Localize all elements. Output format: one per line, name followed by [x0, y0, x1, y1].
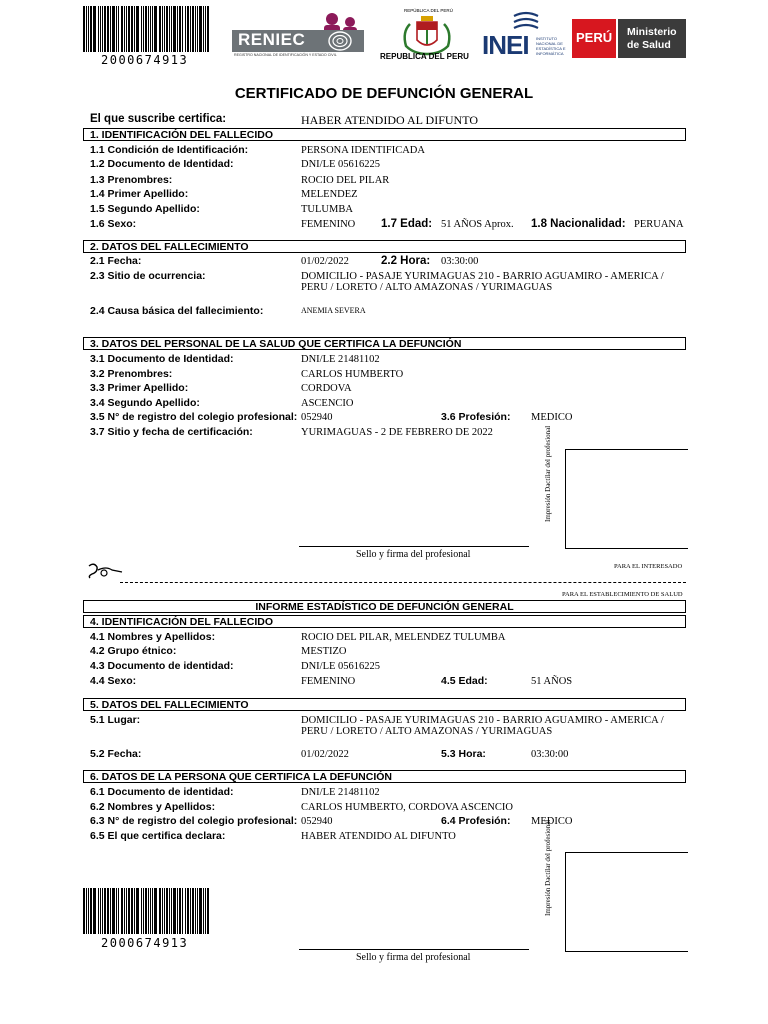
- signature-line-1: [299, 546, 529, 547]
- f23-label: 2.3 Sitio de ocurrencia:: [90, 270, 206, 282]
- barcode-bar: [164, 888, 165, 934]
- barcode-bar: [185, 6, 186, 52]
- f14-label: 1.4 Primer Apellido:: [90, 188, 189, 200]
- barcode-bar: [143, 888, 144, 934]
- f36-label: 3.6 Profesión:: [441, 411, 511, 423]
- f43-value: DNI/LE 05616225: [301, 661, 381, 672]
- barcode-bar: [128, 888, 130, 934]
- f22-label: 2.2 Hora:: [381, 255, 431, 267]
- barcode-bar: [169, 6, 170, 52]
- barcode-bar: [83, 888, 85, 934]
- minsa-text: Ministerio de Salud: [627, 26, 677, 51]
- barcode-bar: [118, 888, 119, 934]
- barcode-bar: [104, 888, 106, 934]
- barcode-bar: [126, 6, 127, 52]
- f34-label: 3.4 Segundo Apellido:: [90, 397, 200, 409]
- barcode-bottom-number: 2000674913: [101, 936, 189, 950]
- barcode-bar: [86, 6, 87, 52]
- barcode-bar: [203, 6, 204, 52]
- signature-caption-1: Sello y firma del profesional: [356, 549, 471, 560]
- barcode-bar: [152, 6, 153, 52]
- huella-label-2: Impresión Dactilar del profesional: [544, 819, 552, 916]
- section-5-header: 5. DATOS DEL FALLECIMIENTO: [83, 698, 686, 711]
- barcode-bar: [107, 888, 109, 934]
- barcode-bar: [121, 6, 123, 52]
- barcode-bar: [141, 888, 142, 934]
- f33-value: CORDOVA: [301, 383, 352, 394]
- barcode-bar: [187, 6, 189, 52]
- barcode-bar: [150, 888, 151, 934]
- barcode-bar: [134, 888, 135, 934]
- barcode-bar: [112, 888, 115, 934]
- barcode-bar: [154, 6, 157, 52]
- f13-value: ROCIO DEL PILAR: [301, 175, 390, 186]
- f12-label: 1.2 Documento de Identidad:: [90, 158, 234, 170]
- reniec-text: RENIEC: [238, 30, 306, 49]
- barcode-bar: [90, 6, 92, 52]
- f33-label: 3.3 Primer Apellido:: [90, 382, 189, 394]
- f32-value: CARLOS HUMBERTO: [301, 369, 404, 380]
- escudo-peru: [380, 8, 475, 63]
- f61-label: 6.1 Documento de identidad:: [90, 786, 234, 798]
- f31-label: 3.1 Documento de Identidad:: [90, 353, 234, 365]
- fingerprint-box-2: [565, 852, 688, 952]
- f11-label: 1.1 Condición de Identificación:: [90, 144, 249, 156]
- reniec-subtitle: REGISTRO NACIONAL DE IDENTIFICACIÓN Y ESTADO CIVIL: [234, 53, 337, 57]
- f14-value: MELENDEZ: [301, 189, 358, 200]
- barcode-bar: [83, 6, 85, 52]
- peru-logo: [572, 19, 616, 58]
- f16-label: 1.6 Sexo:: [90, 218, 137, 230]
- scissors-icon: [86, 562, 124, 580]
- barcode-bar: [190, 6, 191, 52]
- barcode-bar: [134, 6, 135, 52]
- f37-value: YURIMAGUAS - 2 DE FEBRERO DE 2022: [301, 427, 493, 438]
- f63-value: 052940: [301, 816, 333, 827]
- f18-value: PERUANA: [634, 219, 684, 230]
- barcode-bar: [179, 6, 181, 52]
- f15-label: 1.5 Segundo Apellido:: [90, 203, 200, 215]
- f42-value: MESTIZO: [301, 646, 347, 657]
- barcode-bar: [173, 6, 176, 52]
- republica-text: REPUBLICA DEL PERU: [380, 52, 469, 61]
- f64-label: 6.4 Profesión:: [441, 815, 511, 827]
- section-6-header: 6. DATOS DE LA PERSONA QUE CERTIFICA LA DEFUNCIÓN: [83, 770, 686, 783]
- barcode-bar: [126, 888, 127, 934]
- f21-label: 2.1 Fecha:: [90, 255, 142, 267]
- barcode-bar: [169, 888, 170, 934]
- barcode-bar: [98, 6, 99, 52]
- barcode-bar: [118, 6, 119, 52]
- informe-header: INFORME ESTADÍSTICO DE DEFUNCIÓN GENERAL: [83, 600, 686, 613]
- barcode-bar: [179, 888, 181, 934]
- barcode-bar: [145, 6, 147, 52]
- f11-value: PERSONA IDENTIFICADA: [301, 145, 425, 156]
- f17-label: 1.7 Edad:: [381, 218, 433, 230]
- barcode-bar: [107, 6, 109, 52]
- barcode-bar: [162, 888, 163, 934]
- barcode-bar: [159, 888, 161, 934]
- f36-value: MEDICO: [531, 412, 573, 423]
- barcode-bar: [141, 6, 142, 52]
- suscribe-label: El que suscribe certifica:: [90, 113, 227, 125]
- barcode-bar: [136, 6, 139, 52]
- reniec-logo: [232, 10, 364, 60]
- f23-value: DOMICILIO - PASAJE YURIMAGUAS 210 - BARRIO AGUAMIRO - AMERICA / PERU / LORETO / ALTO AMAZONAS / YURIMAGUAS: [301, 271, 664, 293]
- barcode-bar: [145, 888, 147, 934]
- barcode-bar: [128, 6, 130, 52]
- barcode-bar: [203, 888, 204, 934]
- inei-text: INEI: [482, 30, 529, 60]
- f42-label: 4.2 Grupo étnico:: [90, 645, 177, 657]
- barcode-bar: [197, 888, 198, 934]
- barcode-bar: [124, 6, 125, 52]
- f45-value: 51 AÑOS: [531, 676, 573, 687]
- fingerprint-box-1: [565, 449, 688, 549]
- f21-value: 01/02/2022: [301, 256, 349, 267]
- barcode-bar: [121, 888, 123, 934]
- barcode-bar: [205, 888, 206, 934]
- barcode-bar: [116, 6, 117, 52]
- barcode-bar: [182, 6, 183, 52]
- barcode-bar: [182, 888, 183, 934]
- f51-label: 5.1 Lugar:: [90, 714, 141, 726]
- barcode-bar: [93, 6, 96, 52]
- f35-value: 052940: [301, 412, 333, 423]
- barcode-bar: [187, 888, 189, 934]
- f64-value: MEDICO: [531, 816, 573, 827]
- f37-label: 3.7 Sitio y fecha de certificación:: [90, 426, 253, 438]
- barcode-top-number: 2000674913: [101, 53, 189, 67]
- barcode-bar: [192, 6, 194, 52]
- barcode-bar: [199, 6, 202, 52]
- barcode-bar: [197, 6, 198, 52]
- signature-line-2: [299, 949, 529, 950]
- f65-label: 6.5 El que certifica declara:: [90, 830, 226, 842]
- inei-logo: [482, 10, 570, 62]
- suscribe-value: HABER ATENDIDO AL DIFUNTO: [301, 113, 478, 127]
- f32-label: 3.2 Prenombres:: [90, 368, 173, 380]
- barcode-bar: [171, 888, 172, 934]
- barcode-bar: [124, 888, 125, 934]
- barcode-bar: [100, 6, 101, 52]
- f62-value: CARLOS HUMBERTO, CORDOVA ASCENCIO: [301, 802, 513, 813]
- barcode-bar: [110, 888, 111, 934]
- f65-value: HABER ATENDIDO AL DIFUNTO: [301, 831, 456, 842]
- f17-value: 51 AÑOS Aprox.: [441, 219, 514, 230]
- f18-label: 1.8 Nacionalidad:: [531, 218, 626, 230]
- para-interesado: PARA EL INTERESADO: [614, 563, 683, 570]
- barcode-bar: [100, 888, 101, 934]
- f52-value: 01/02/2022: [301, 749, 349, 760]
- barcode-bar: [102, 888, 103, 934]
- barcode-bar: [112, 6, 115, 52]
- barcode-bar: [104, 6, 106, 52]
- barcode-bar: [131, 6, 133, 52]
- f52-label: 5.2 Fecha:: [90, 748, 142, 760]
- barcode-bar: [164, 6, 165, 52]
- barcode-bar: [195, 888, 196, 934]
- f51-value: DOMICILIO - PASAJE YURIMAGUAS 210 - BARRIO AGUAMIRO - AMERICA / PERU / LORETO / ALTO AMAZONAS / YURIMAGUAS: [301, 715, 664, 737]
- section-1-header: 1. IDENTIFICACIÓN DEL FALLECIDO: [83, 128, 686, 141]
- barcode-bar: [90, 888, 92, 934]
- escudo-top-text: REPÚBLICA DEL PERÚ: [404, 8, 453, 13]
- f45-label: 4.5 Edad:: [441, 675, 488, 687]
- peru-text: PERÚ: [576, 30, 613, 45]
- f53-label: 5.3 Hora:: [441, 748, 486, 760]
- f24-label: 2.4 Causa básica del fallecimiento:: [90, 305, 264, 317]
- barcode-bar: [166, 6, 168, 52]
- f12-value: DNI/LE 05616225: [301, 159, 381, 170]
- barcode-bar: [207, 888, 209, 934]
- f34-value: ASCENCIO: [301, 398, 354, 409]
- barcode-bar: [159, 6, 161, 52]
- f44-value: FEMENINO: [301, 676, 356, 687]
- f61-value: DNI/LE 21481102: [301, 787, 380, 798]
- barcode-bar: [102, 6, 103, 52]
- barcode-bar: [152, 888, 153, 934]
- barcode-top: [83, 6, 213, 52]
- barcode-bar: [185, 888, 186, 934]
- barcode-bar: [150, 6, 151, 52]
- barcode-bar: [199, 888, 202, 934]
- barcode-bar: [86, 888, 87, 934]
- barcode-bar: [154, 888, 157, 934]
- barcode-bar: [148, 6, 149, 52]
- barcode-bar: [88, 888, 89, 934]
- f53-value: 03:30:00: [531, 749, 569, 760]
- f43-label: 4.3 Documento de identidad:: [90, 660, 234, 672]
- para-establecimiento: PARA EL ESTABLECIMIENTO DE SALUD: [562, 591, 683, 598]
- f44-label: 4.4 Sexo:: [90, 675, 137, 687]
- barcode-bar: [136, 888, 139, 934]
- inei-subtitle: INSTITUTO NACIONAL DE ESTADÍSTICA E INFORMÁTICA: [536, 36, 566, 56]
- barcode-bar: [192, 888, 194, 934]
- barcode-bar: [131, 888, 133, 934]
- barcode-bar: [116, 888, 117, 934]
- section-4-header: 4. IDENTIFICACIÓN DEL FALLECIDO: [83, 615, 686, 628]
- f41-label: 4.1 Nombres y Apellidos:: [90, 631, 216, 643]
- barcode-bar: [143, 6, 144, 52]
- barcode-bar: [162, 6, 163, 52]
- minsa-logo: [618, 19, 686, 58]
- barcode-bottom: [83, 888, 213, 934]
- barcode-bar: [190, 888, 191, 934]
- huella-label-1: Impresión Dactilar del profesional: [544, 425, 552, 522]
- signature-caption-2: Sello y firma del profesional: [356, 952, 471, 963]
- f35-label: 3.5 N° de registro del colegio profesional:: [90, 411, 298, 423]
- section-2-header: 2. DATOS DEL FALLECIMIENTO: [83, 240, 686, 253]
- barcode-bar: [148, 888, 149, 934]
- barcode-bar: [166, 888, 168, 934]
- f22-value: 03:30:00: [441, 256, 479, 267]
- f31-value: DNI/LE 21481102: [301, 354, 380, 365]
- f63-label: 6.3 N° de registro del colegio profesional:: [90, 815, 298, 827]
- barcode-bar: [98, 888, 99, 934]
- barcode-bar: [177, 888, 178, 934]
- barcode-bar: [88, 6, 89, 52]
- barcode-bar: [93, 888, 96, 934]
- cut-line: [120, 582, 686, 583]
- f41-value: ROCIO DEL PILAR, MELENDEZ TULUMBA: [301, 632, 506, 643]
- barcode-bar: [205, 6, 206, 52]
- barcode-bar: [110, 6, 111, 52]
- f24-value: ANEMIA SEVERA: [301, 306, 366, 315]
- document-title: CERTIFICADO DE DEFUNCIÓN GENERAL: [234, 85, 534, 102]
- f62-label: 6.2 Nombres y Apellidos:: [90, 801, 216, 813]
- f13-label: 1.3 Prenombres:: [90, 174, 173, 186]
- f16-value: FEMENINO: [301, 219, 356, 230]
- barcode-bar: [173, 888, 176, 934]
- barcode-bar: [177, 6, 178, 52]
- barcode-bar: [207, 6, 209, 52]
- section-3-header: 3. DATOS DEL PERSONAL DE LA SALUD QUE CERTIFICA LA DEFUNCIÓN: [83, 337, 686, 350]
- barcode-bar: [171, 6, 172, 52]
- barcode-bar: [195, 6, 196, 52]
- f15-value: TULUMBA: [301, 204, 353, 215]
